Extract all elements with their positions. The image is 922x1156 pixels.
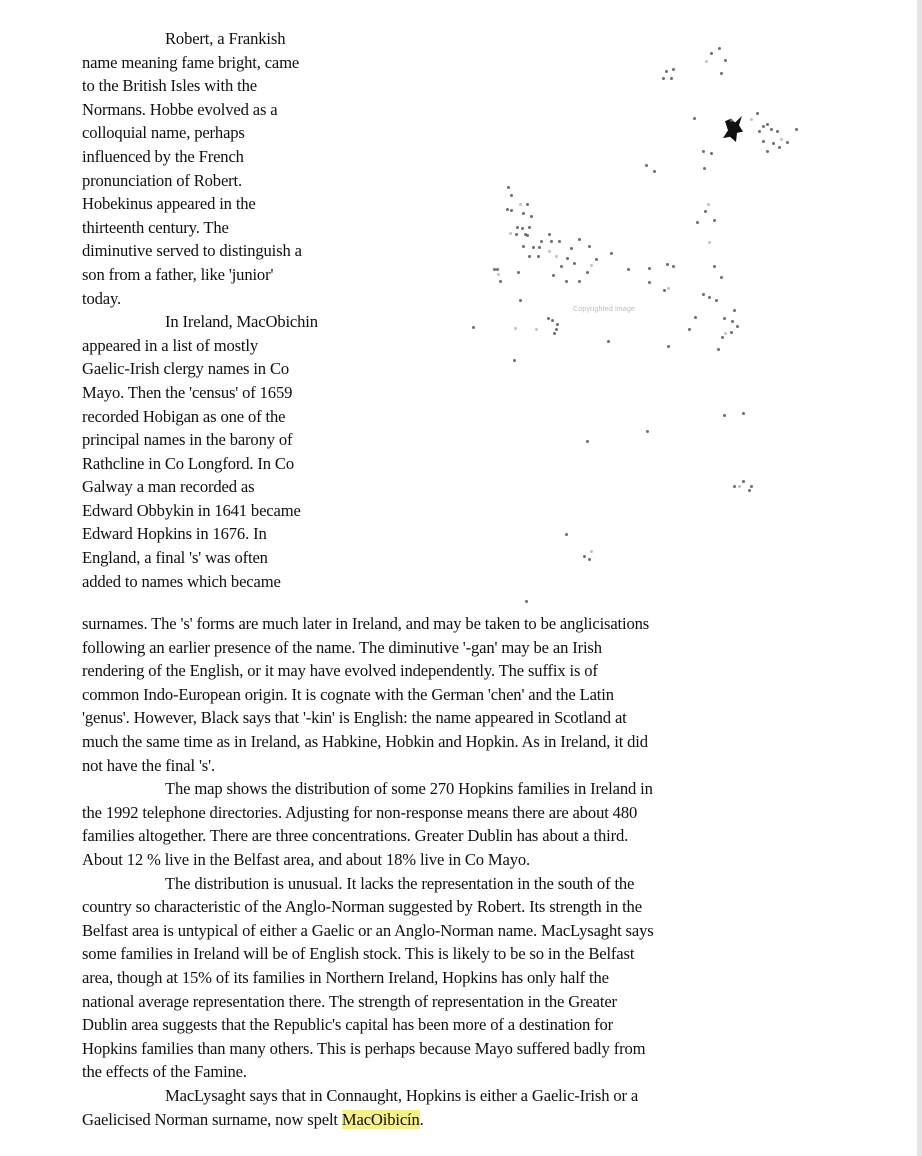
family-location-dot: [718, 47, 721, 50]
family-location-dot: [595, 258, 598, 261]
family-location-dot: [535, 328, 538, 331]
family-location-dot: [578, 280, 581, 283]
family-location-dot: [528, 255, 531, 258]
family-location-dot: [553, 332, 556, 335]
family-location-dot: [566, 257, 569, 260]
family-location-dot: [733, 485, 736, 488]
family-location-dot: [551, 319, 554, 322]
family-location-dot: [736, 325, 739, 328]
family-location-dot: [713, 265, 716, 268]
text-line: 'genus'. However, Black says that '-kin' is English: the name appeared in Scotland at: [82, 708, 627, 728]
text-line: country so characteristic of the Anglo-Norman suggested by Robert. Its strength in the: [82, 897, 642, 917]
family-location-dot: [499, 280, 502, 283]
family-location-dot: [521, 227, 524, 230]
family-location-dot: [555, 255, 558, 258]
family-location-dot: [526, 203, 529, 206]
text-line: Gaelic-Irish clergy names in Co: [82, 359, 290, 379]
family-location-dot: [528, 226, 531, 229]
family-location-dot: [748, 489, 751, 492]
family-location-dot: [724, 59, 727, 62]
text-line: name meaning fame bright, came: [82, 52, 300, 72]
family-location-dot: [627, 268, 630, 271]
family-location-dot: [703, 167, 706, 170]
family-location-dot: [565, 533, 568, 536]
family-location-dot: [519, 203, 522, 206]
family-location-dot: [586, 271, 589, 274]
family-location-dot: [646, 430, 649, 433]
family-location-dot: [720, 72, 723, 75]
text-line: some families in Ireland will be of English stock. This is likely to be so in the Belfast: [82, 944, 635, 964]
text-line: The map shows the distribution of some 270 Hopkins families in Ireland in: [165, 779, 653, 799]
family-location-dot: [552, 274, 555, 277]
text-line: diminutive served to distinguish a: [82, 241, 302, 261]
text-line: Robert, a Frankish: [165, 29, 286, 48]
family-location-dot: [515, 233, 518, 236]
family-location-dot: [738, 485, 741, 488]
family-location-dot: [762, 140, 765, 143]
family-location-dot: [510, 194, 513, 197]
family-location-dot: [558, 240, 561, 243]
family-location-dot: [795, 128, 798, 131]
family-location-dot: [723, 414, 726, 417]
family-location-dot: [710, 52, 713, 55]
family-location-dot: [742, 412, 745, 415]
text-line: to the British Isles with the: [82, 76, 257, 96]
family-location-dot: [555, 328, 558, 331]
family-location-dot: [516, 226, 519, 229]
text-line: Mayo. Then the 'census' of 1659: [82, 382, 293, 402]
text-line: national average representation there. The strength of representation in the Greater: [82, 991, 617, 1011]
text-line: England, a final 's' was often: [82, 548, 268, 568]
narrow-text-column: [82, 27, 318, 593]
text-line: About 12 % live in the Belfast area, and about 18% live in Co Mayo.: [82, 849, 531, 869]
family-location-dot: [573, 262, 576, 265]
text-line: In Ireland, MacObichin: [165, 312, 318, 332]
family-location-dot: [766, 123, 769, 126]
family-location-dot: [550, 240, 553, 243]
family-location-dot: [590, 264, 593, 267]
text-line: Normans. Hobbe evolved as a: [82, 99, 278, 119]
family-location-dot: [590, 550, 593, 553]
family-location-dot: [530, 215, 533, 218]
family-location-dot: [538, 246, 541, 249]
family-location-dot: [688, 328, 691, 331]
family-location-dot: [750, 485, 753, 488]
final-line: [82, 1108, 424, 1132]
family-location-dot: [750, 118, 753, 121]
family-location-dot: [705, 60, 708, 63]
text-line: influenced by the French: [82, 146, 244, 166]
family-location-dot: [708, 296, 711, 299]
family-location-dot: [713, 219, 716, 222]
text-line: the effects of the Famine.: [82, 1062, 247, 1082]
text-line: Hobekinus appeared in the: [82, 194, 256, 214]
text-line: area, though at 15% of its families in Northern Ireland, Hopkins has only half the: [82, 967, 609, 987]
family-location-dot: [514, 327, 517, 330]
text-line: common Indo-European origin. It is cognate with the German 'chen' and the Latin: [82, 684, 614, 704]
family-location-dot: [702, 150, 705, 153]
family-location-dot: [717, 348, 720, 351]
distribution-map: [440, 20, 840, 600]
family-location-dot: [786, 141, 789, 144]
family-location-dot: [507, 186, 510, 189]
family-location-dot: [510, 209, 513, 212]
text-line: Edward Hopkins in 1676. In: [82, 524, 267, 544]
family-location-dot: [522, 212, 525, 215]
text-line: recorded Hobigan as one of the: [82, 406, 286, 426]
text-line: appeared in a list of mostly: [82, 335, 258, 355]
text-line: son from a father, like 'junior': [82, 264, 274, 284]
text-line: not have the final 's'.: [82, 755, 215, 775]
family-location-dot: [780, 138, 783, 141]
family-location-dot: [724, 332, 727, 335]
family-location-dot: [586, 440, 589, 443]
family-location-dot: [578, 238, 581, 241]
family-location-dot: [723, 317, 726, 320]
family-location-dot: [693, 117, 696, 120]
family-location-dot: [758, 130, 761, 133]
family-location-dot: [756, 112, 759, 115]
family-location-dot: [547, 317, 550, 320]
text-line: thirteenth century. The: [82, 217, 229, 237]
family-location-dot: [694, 316, 697, 319]
family-location-dot: [570, 247, 573, 250]
family-location-dot: [517, 271, 520, 274]
family-location-dot: [506, 208, 509, 211]
family-location-dot: [610, 252, 613, 255]
final-line-period: .: [419, 1109, 424, 1129]
family-location-dot: [663, 289, 666, 292]
family-location-dot: [588, 558, 591, 561]
wide-text-column: [82, 612, 654, 1107]
text-line: Edward Obbykin in 1641 became: [82, 500, 301, 520]
family-location-dot: [708, 241, 711, 244]
text-line: families altogether. There are three concentrations. Greater Dublin has about a third.: [82, 826, 629, 846]
watermark: Copyrighted image: [573, 306, 636, 313]
family-location-dot: [548, 250, 551, 253]
viewer-edge-strip: [917, 0, 922, 1156]
family-location-dot: [645, 164, 648, 167]
family-location-dot: [667, 345, 670, 348]
family-location-dot: [762, 125, 765, 128]
family-location-dot: [496, 268, 499, 271]
final-line-text: Gaelicised Norman surname, now spelt: [82, 1109, 342, 1129]
family-location-dot: [778, 146, 781, 149]
family-location-dot: [731, 320, 734, 323]
family-location-dot: [525, 600, 528, 603]
family-location-dot: [672, 68, 675, 71]
family-location-dot: [710, 152, 713, 155]
family-location-dot: [532, 246, 535, 249]
text-line: principal names in the barony of: [82, 430, 293, 450]
family-location-dot: [662, 77, 665, 80]
text-line: added to names which became: [82, 571, 281, 591]
text-line: much the same time as in Ireland, as Habkine, Hobkin and Hopkin. As in Ireland, it did: [82, 731, 648, 751]
family-location-dot: [537, 255, 540, 258]
text-line: today.: [82, 288, 122, 308]
family-location-dot: [665, 70, 668, 73]
family-location-dot: [730, 331, 733, 334]
text-line: The distribution is unusual. It lacks the representation in the south of the: [165, 873, 635, 893]
family-location-dot: [556, 323, 559, 326]
text-line: Belfast area is untypical of either a Gaelic or an Anglo-Norman name. MacLysaght says: [82, 920, 654, 940]
family-location-dot: [702, 293, 705, 296]
highlighted-name: MacOibicín: [341, 1109, 420, 1129]
text-line: Rathcline in Co Longford. In Co: [82, 453, 294, 473]
text-line: the 1992 telephone directories. Adjusting for non-response means there are about 480: [82, 802, 638, 822]
family-location-dot: [667, 287, 670, 290]
text-line: MacLysaght says that in Connaught, Hopkins is either a Gaelic-Irish or a: [165, 1085, 639, 1105]
text-line: surnames. The 's' forms are much later in Ireland, and may be taken to be anglicisations: [82, 614, 650, 633]
family-location-dot: [513, 359, 516, 362]
family-location-dot: [770, 128, 773, 131]
family-location-dot: [670, 77, 673, 80]
family-location-dot: [560, 265, 563, 268]
family-location-dot: [497, 273, 500, 276]
text-line: rendering of the English, or it may have evolved independently. The suffix is of: [82, 661, 598, 681]
family-location-dot: [696, 221, 699, 224]
family-location-dot: [583, 555, 586, 558]
family-location-dot: [607, 340, 610, 343]
family-location-dot: [707, 203, 710, 206]
family-location-dot: [776, 130, 779, 133]
family-location-dot: [648, 281, 651, 284]
family-location-dot: [472, 326, 475, 329]
family-location-dot: [733, 309, 736, 312]
family-location-dot: [565, 280, 568, 283]
text-line: Hopkins families than many others. This is perhaps because Mayo suffered badly from: [82, 1038, 646, 1058]
family-location-dot: [721, 336, 724, 339]
family-location-dot: [648, 267, 651, 270]
family-location-dot: [715, 299, 718, 302]
family-location-dot: [742, 480, 745, 483]
text-line: Dublin area suggests that the Republic's capital has been more of a destination for: [82, 1015, 614, 1035]
family-location-dot: [522, 245, 525, 248]
text-line: following an earlier presence of the name. The diminutive '-gan' may be an Irish: [82, 637, 602, 657]
family-location-dot: [672, 265, 675, 268]
family-location-dot: [509, 232, 512, 235]
family-location-dot: [519, 299, 522, 302]
family-location-dot: [772, 142, 775, 145]
family-location-dot: [540, 240, 543, 243]
family-location-dot: [666, 263, 669, 266]
family-location-dot: [653, 170, 656, 173]
text-line: Galway a man recorded as: [82, 477, 255, 497]
family-location-dot: [704, 210, 707, 213]
family-location-dot: [588, 245, 591, 248]
family-location-dot: [548, 233, 551, 236]
text-line: colloquial name, perhaps: [82, 123, 245, 143]
text-line: pronunciation of Robert.: [82, 170, 242, 190]
family-location-dot: [720, 276, 723, 279]
family-location-dot: [766, 150, 769, 153]
